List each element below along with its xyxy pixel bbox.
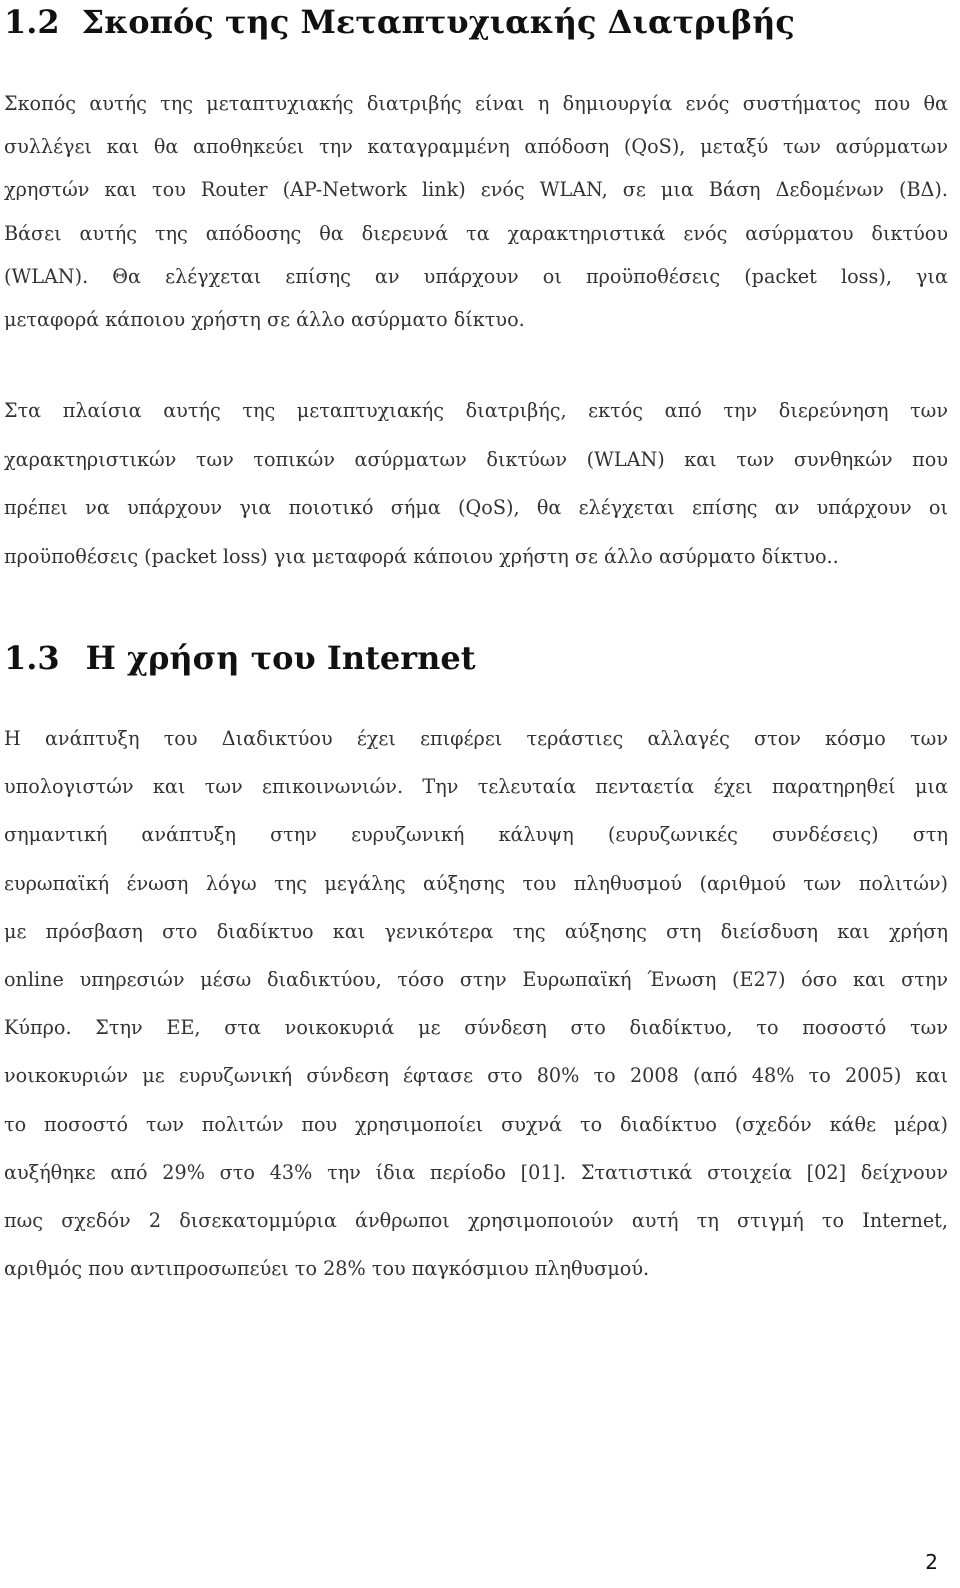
section-heading-1-3	[4, 636, 476, 680]
paragraph-line: συλλέγει και θα αποθηκεύει την καταγραμμένη απόδοση (QoS), μεταξύ των ασύρματων	[4, 135, 948, 159]
section-title: Η χρήση του Internet	[85, 639, 476, 677]
paragraph-line: προϋποθέσεις (packet loss) για μεταφορά κάποιου χρήστη σε άλλο ασύρματο δίκτυο..	[4, 544, 839, 568]
paragraph-line: Βάσει αυτής της απόδοσης θα διερευνά τα χαρακτηριστικά ενός ασύρματου δικτύου	[4, 221, 948, 245]
paragraph-line: πως σχεδόν 2 δισεκατομμύρια άνθρωποι χρησιμοποιούν αυτή τη στιγμή το Internet,	[4, 1209, 948, 1233]
paragraph-line: (WLAN). Θα ελέγχεται επίσης αν υπάρχουν οι προϋποθέσεις (packet loss), για	[4, 264, 948, 288]
page-number: 2	[925, 1550, 938, 1574]
paragraph-scope	[4, 387, 948, 581]
paragraph-line: νοικοκυριών με ευρυζωνική σύνδεση έφτασε στο 80% το 2008 (από 48% το 2005) και	[4, 1064, 948, 1088]
paragraph-line: το ποσοστό των πολιτών που χρησιμοποίει συχνά το διαδίκτυο (σχεδόν κάθε μέρα)	[4, 1112, 948, 1136]
paragraph-line: αυξήθηκε από 29% στο 43% την ίδια περίοδο [01]. Στατιστικά στοιχεία [02] δείχνουν	[4, 1160, 948, 1184]
paragraph-purpose	[4, 82, 948, 341]
paragraph-line: μεταφορά κάποιου χρήστη σε άλλο ασύρματο δίκτυο.	[4, 308, 525, 332]
section-number: 1.3	[4, 639, 60, 677]
paragraph-line: χαρακτηριστικών των τοπικών ασύρματων δικτύων (WLAN) και των συνθηκών που	[4, 447, 948, 471]
paragraph-line: υπολογιστών και των επικοινωνιών. Την τελευταία πενταετία έχει παρατηρηθεί μια	[4, 775, 948, 799]
paragraph-line: αριθμός που αντιπροσωπεύει το 28% του παγκόσμιου πληθυσμού.	[4, 1257, 650, 1281]
paragraph-line: χρηστών και του Router (AP-Network link) ενός WLAN, σε μια Βάση Δεδομένων (ΒΔ).	[4, 178, 948, 202]
paragraph-line: Κύπρο. Στην ΕΕ, στα νοικοκυριά με σύνδεση στο διαδίκτυο, το ποσοστό των	[4, 1016, 948, 1040]
paragraph-line: σημαντική ανάπτυξη στην ευρυζωνική κάλυψη (ευρυζωνικές συνδέσεις) στη	[4, 823, 948, 847]
paragraph-internet	[4, 715, 948, 1293]
paragraph-line: πρέπει να υπάρχουν για ποιοτικό σήμα (QoS), θα ελέγχεται επίσης αν υπάρχουν οι	[4, 496, 948, 520]
section-title: Σκοπός της Μεταπτυχιακής Διατριβής	[81, 3, 795, 41]
paragraph-line: ευρωπαϊκή ένωση λόγω της μεγάλης αύξησης του πληθυσμού (αριθμού των πολιτών)	[4, 871, 948, 895]
paragraph-line: με πρόσβαση στο διαδίκτυο και γενικότερα της αύξησης στη διείσδυση και χρήση	[4, 919, 948, 943]
paragraph-line: Σκοπός αυτής της μεταπτυχιακής διατριβής είναι η δημιουργία ενός συστήματος που θα	[4, 92, 948, 115]
section-number: 1.2	[4, 3, 60, 41]
paragraph-line: online υπηρεσιών μέσω διαδικτύου, τόσο στην Ευρωπαϊκή Ένωση (Ε27) όσο και στην	[4, 968, 948, 992]
section-heading-1-2	[4, 0, 795, 44]
paragraph-line: Στα πλαίσια αυτής της μεταπτυχιακής διατριβής, εκτός από την διερεύνηση των	[4, 399, 948, 422]
paragraph-line: Η ανάπτυξη του Διαδικτύου έχει επιφέρει τεράστιες αλλαγές στον κόσμο των	[4, 727, 948, 750]
